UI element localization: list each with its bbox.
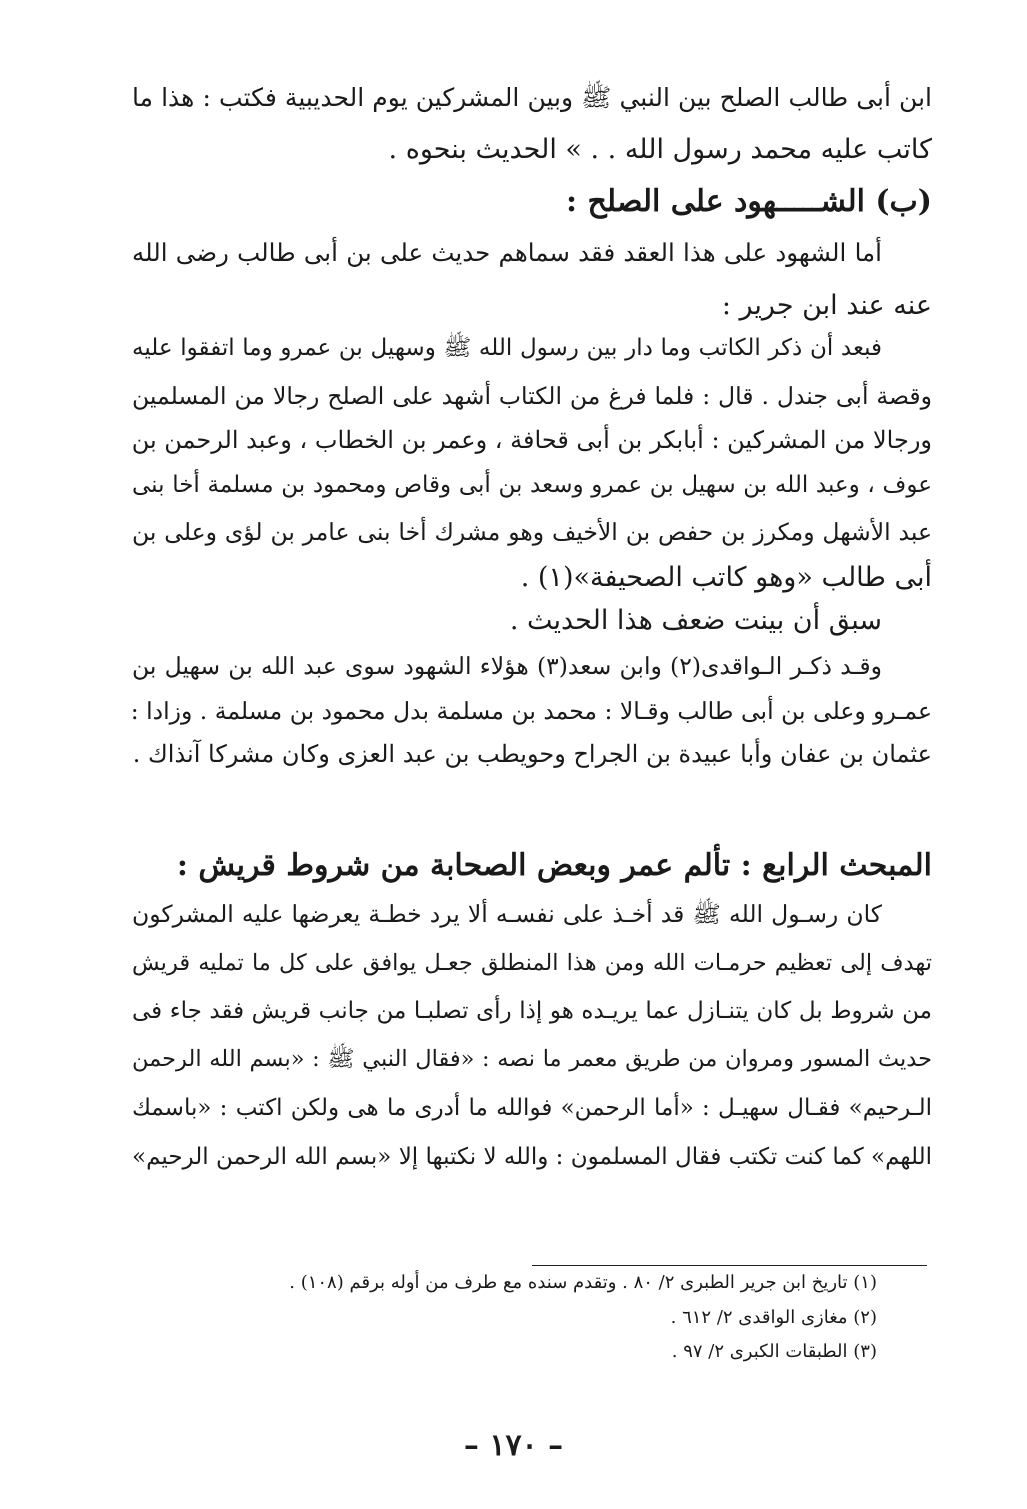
paragraph-1-line-1: ابن أبى طالب الصلح بين النبي ﷺ وبين المشركين يوم الحديبية فكتب : هذا ما: [132, 83, 932, 112]
paragraph-6-line-1: كان رسـول الله ﷺ قد أخـذ على نفسـه ألا يرد خطـة يعرضها عليه المشركون: [132, 900, 882, 928]
paragraph-5-line-2: عمـرو وعلى بن أبى طالب وقـالا : محمد بن مسلمة بدل محمود بن مسلمة . وزادا :: [130, 697, 932, 725]
paragraph-3-line-2: وقصة أبى جندل . قال : فلما فرغ من الكتاب أشهد على الصلح رجالا من المسلمين: [132, 382, 932, 410]
paragraph-5-line-1: وقـد ذكـر الـواقدى(٢) وابن سعد(٣) هؤلاء الشهود سوى عبد الله بن سهيل بن: [132, 652, 883, 680]
paragraph-6-line-3: من شروط بل كان يتنـازل عما يريـده هو إذا رأى تصلبـا من جانب قريش فقد جاء فى: [132, 998, 932, 1024]
paragraph-1-line-2: كاتب عليه محمد رسول الله . . » الحديث بنحوه .: [388, 134, 932, 165]
footnote-1: (١) تاريخ ابن جرير الطبرى ٢/ ٨٠ . وتقدم سنده مع طرف من أوله برقم (١٠٨) .: [289, 1272, 877, 1293]
paragraph-3-line-6: أبى طالب «وهو كاتب الصحيفة»(١) .: [520, 562, 932, 593]
paragraph-3-line-5: عبد الأشهل ومكرز بن حفص بن الأخيف وهو مشرك أخا بنى عامر بن لؤى وعلى بن: [132, 518, 932, 546]
footnote-2: (٢) مغازى الواقدى ٢/ ٦١٢ .: [670, 1307, 877, 1328]
section-heading-witnesses: (ب) الشـــــهود على الصلح :: [566, 184, 932, 219]
section-heading-fourth-topic: المبحث الرابع : تألم عمر وبعض الصحابة من شروط قريش :: [176, 848, 932, 883]
paragraph-6-line-4: حديث المسور ومروان من طريق معمر ما نصه : «فقال النبي ﷺ : «بسم الله الرحمن: [132, 1046, 932, 1072]
paragraph-6-line-2: تهدف إلى تعظيم حرمـات الله ومن هذا المنطلق جعـل يوافق على كل ما تمليه قريش: [132, 950, 932, 976]
paragraph-3-line-3: ورجالا من المشركين : أبابكر بن أبى قحافة ، وعمر بن الخطاب ، وعبد الرحمن بن: [131, 426, 932, 454]
paragraph-2-line-1: أما الشهود على هذا العقد فقد سماهم حديث على بن أبى طالب رضى الله: [132, 238, 882, 267]
paragraph-4-line-1: سبق أن بينت ضعف هذا الحديث .: [509, 605, 882, 636]
paragraph-5-line-3: عثمان بن عفان وأبا عبيدة بن الجراح وحويطب بن عبد العزى وكان مشركا آنذاك .: [132, 740, 932, 768]
paragraph-6-line-6: اللهم» كما كنت تكتب فقال المسلمون : والله لا نكتبها إلا «بسم الله الرحمن الرحيم»: [132, 1144, 932, 1170]
paragraph-3-line-4: عوف ، وعبد الله بن سهيل بن عمرو وسعد بن أبى وقاص ومحمود بن مسلمة أخا بنى: [132, 472, 932, 498]
page-number: – ١٧٠ –: [463, 1428, 564, 1463]
paragraph-3-line-1: فبعد أن ذكر الكاتب وما دار بين رسول الله ﷺ وسهيل بن عمرو وما اتفقوا عليه: [132, 335, 882, 361]
footnote-divider: [532, 1265, 927, 1266]
paragraph-6-line-5: الـرحيم» فقـال سهيـل : «أما الرحمن» فوالله ما أدرى ما هى ولكن اكتب : «باسمك: [132, 1095, 932, 1121]
footnote-3: (٣) الطبقات الكبرى ٢/ ٩٧ .: [671, 1341, 877, 1362]
paragraph-2-line-2: عنه عند ابن جرير :: [721, 290, 932, 321]
